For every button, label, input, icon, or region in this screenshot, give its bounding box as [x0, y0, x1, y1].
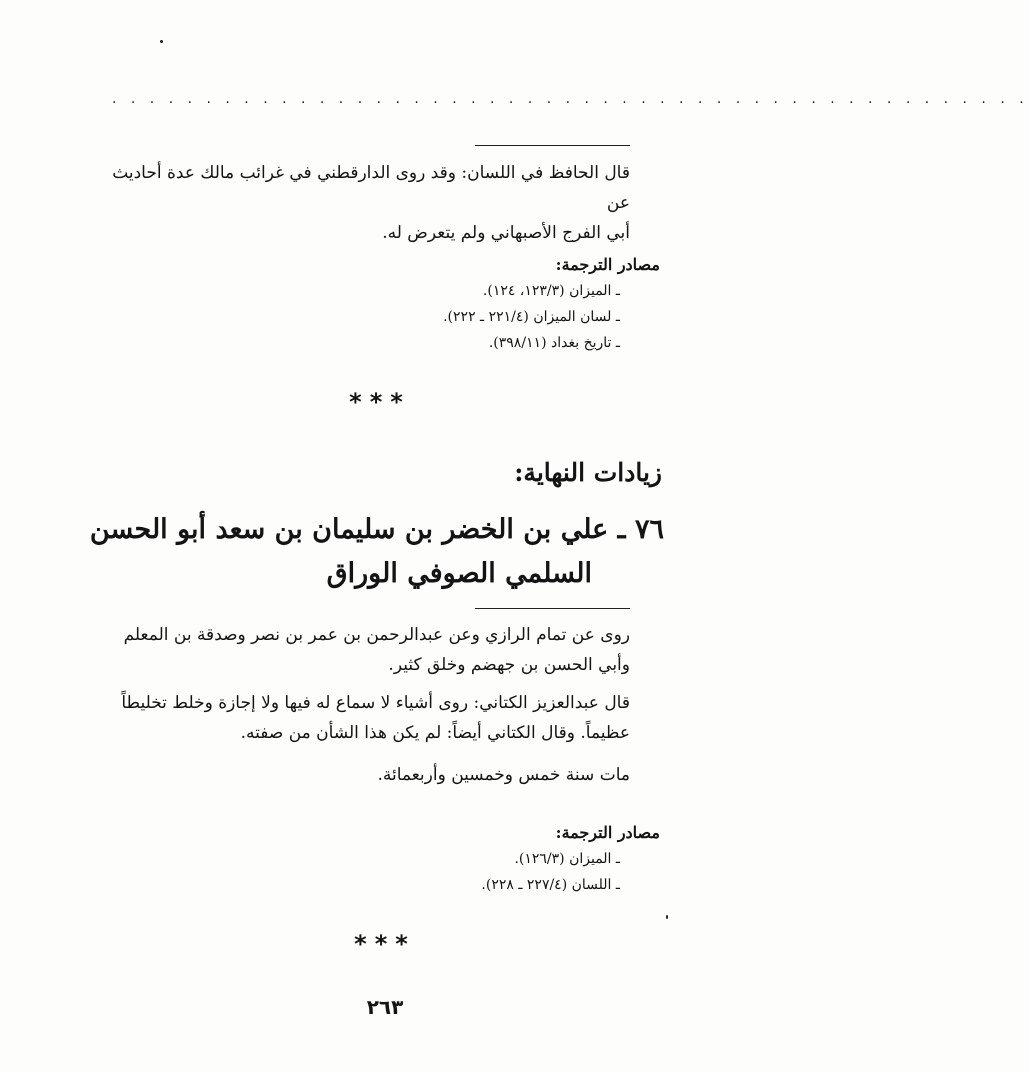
entry-title-line: السلمي الصوفي الوراق [326, 558, 592, 589]
entry-title-line: ٧٦ ـ علي بن الخضر بن سليمان بن سعد أبو الحسن [89, 514, 664, 545]
entry-line: قال عبدالعزيز الكتاني: روى أشياء لا سماع له فيها ولا إجازة وخلط تخليطاً [121, 693, 630, 713]
sources-title: مصادر الترجمة: [555, 255, 660, 274]
entry-line: عظيماً. وقال الكتاني أيضاً: لم يكن هذا الشأن من صفته. [240, 723, 630, 743]
entry-rule [475, 608, 630, 609]
entry-title [80, 508, 664, 596]
entry-paragraph [100, 620, 630, 680]
source-item: ـ اللسان (٢٢٧/٤ ـ ٢٢٨). [481, 877, 620, 893]
entry-body [100, 620, 630, 790]
entry-line: روى عن تمام الرازي وعن عبدالرحمن بن عمر بن نصر وصدقة بن المعلم [123, 625, 630, 645]
dotted-separator: . . . . . . . . . . . . . . . . . . . . . . . . . . . . . . . . . . . . . . . . . . . . . . . . . [112, 91, 1029, 107]
footnote-line: أبي الفرج الأصبهاني ولم يتعرض له. [382, 223, 630, 243]
entry-paragraph [100, 688, 630, 748]
entry-line: وأبي الحسن بن جهضم وخلق كثير. [388, 655, 630, 675]
page-number: ٢٦٣ [366, 995, 404, 1019]
section-stars: *** [354, 930, 416, 958]
print-speck [160, 40, 163, 43]
sources-block-2 [300, 820, 660, 898]
footnote-text [100, 158, 630, 248]
source-item: ـ الميزان (١٢٣/٣، ١٢٤). [482, 283, 620, 299]
source-item: ـ الميزان (١٢٦/٣). [514, 851, 620, 867]
footnote-line: قال الحافظ في اللسان: وقد روى الدارقطني في غرائب مالك عدة أحاديث عن [112, 163, 630, 213]
section-stars: *** [349, 388, 411, 416]
section-heading: زيادات النهاية: [514, 458, 662, 487]
source-item: ـ تاريخ بغداد (٣٩٨/١١). [488, 335, 620, 351]
sources-block-1 [300, 252, 660, 356]
print-speck [666, 915, 668, 919]
footnote-rule [475, 145, 630, 146]
source-item: ـ لسان الميزان (٢٢١/٤ ـ ٢٢٢). [443, 309, 620, 325]
entry-paragraph: مات سنة خمس وخمسين وأربعمائة. [377, 765, 630, 785]
sources-title: مصادر الترجمة: [555, 823, 660, 842]
